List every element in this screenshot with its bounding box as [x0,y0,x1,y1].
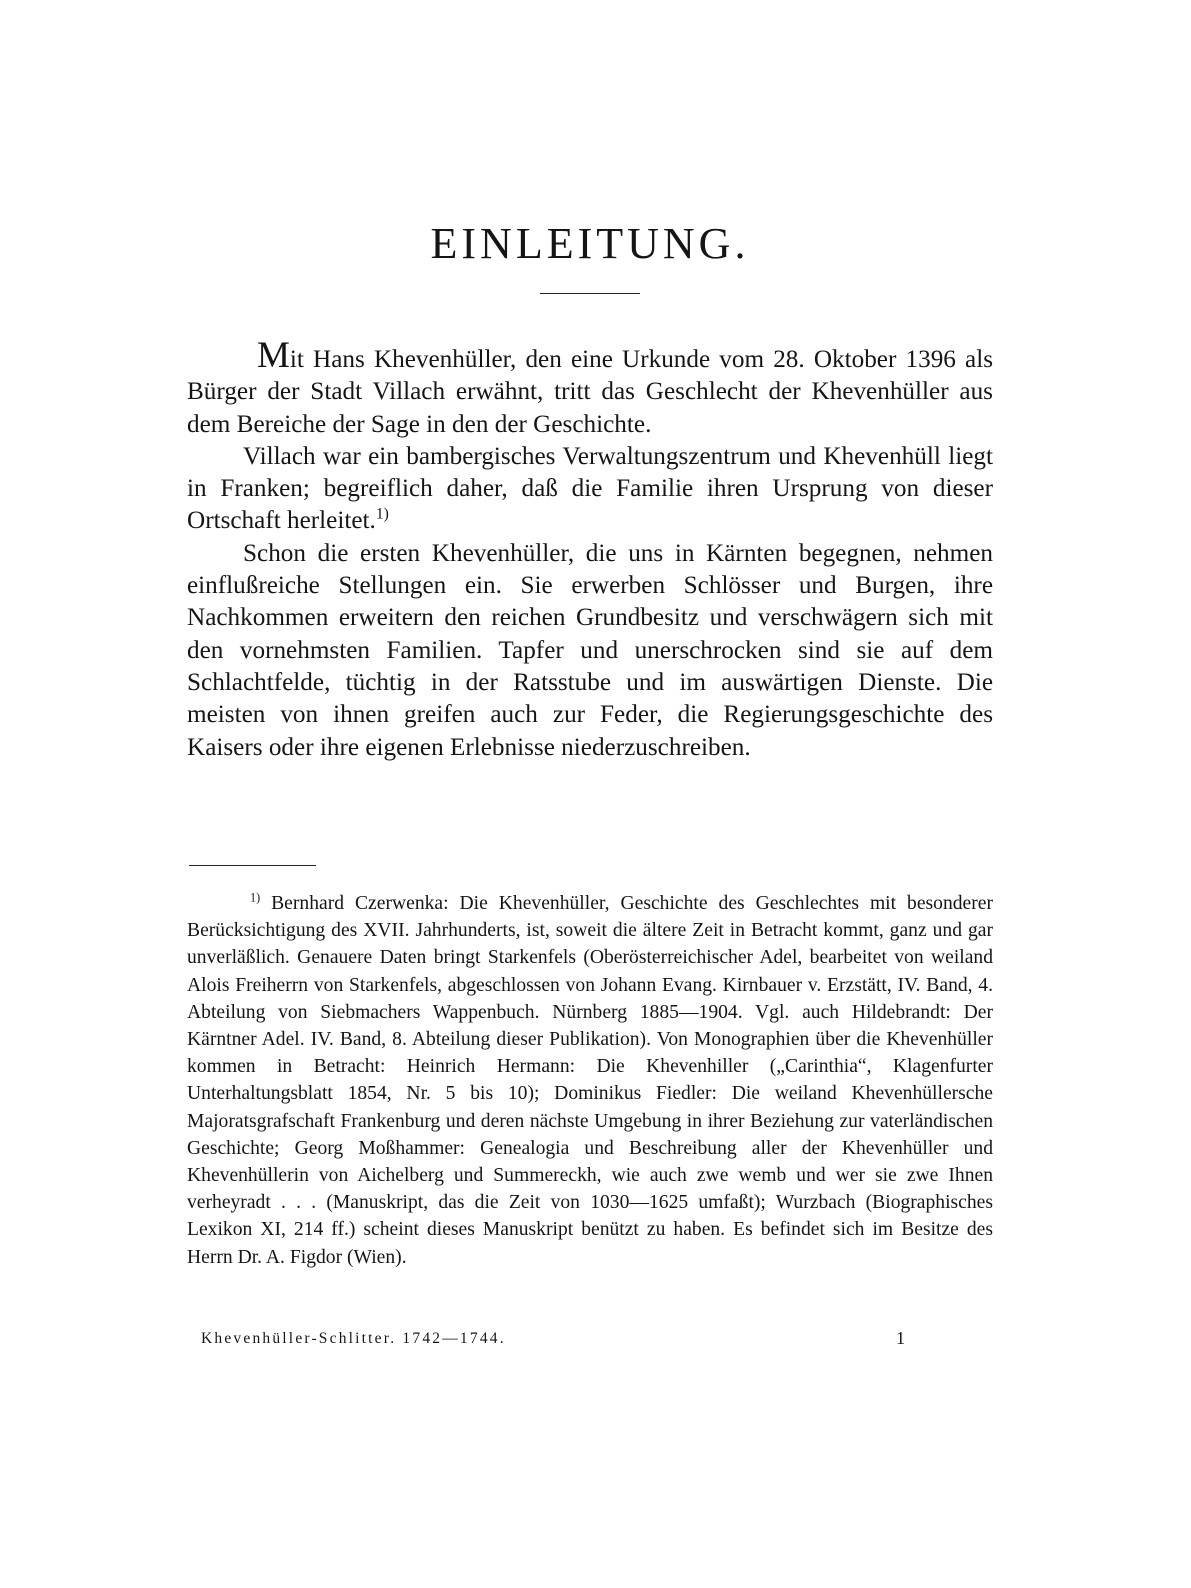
page-footer [201,1330,905,1348]
paragraph-1-text: it Hans Khevenhüller, den eine Urkunde vom 28. Oktober 1396 als Bürger der Stadt Villach erwähnt, tritt das Geschlecht der Khevenhüller aus dem Bereiche der Sage in den der Geschichte. [187,346,993,438]
footnote [187,890,993,1271]
footnote-text: Bernhard Czerwenka: Die Khevenhüller, Geschichte des Geschlechtes mit besonderer Berücksichtigung des XVII. Jahrhunderts, ist, soweit die ältere Zeit in Betracht kommt, ganz und gar unverläßlich. Genauere Daten bringt Starkenfels (Oberösterreichischer Adel, bearbeitet von weiland Alois Freiherrn von Starkenfels, abgeschlossen von Johann Evang. Kirnbauer v. Erzstätt, IV. Band, 4. Abteilung von Siebmachers Wappenbuch. Nürnberg 1885—1904. Vgl. auch Hildebrandt: Der Kärntner Adel. IV. Band, 8. Abteilung dieser Publikation). Von Monographien über die Khevenhüller kommen in Betracht: Heinrich Hermann: Die Khevenhiller („Carinthia“, Klagenfurter Unterhaltungsblatt 1854, Nr. 5 bis 10); Dominikus Fiedler: Die weiland Khevenhüllersche Majoratsgrafschaft Frankenburg und deren nächste Umgebung in ihrer Beziehung zur vaterländischen Geschichte; Georg Moßhammer: Genealogia und Beschreibung aller der Khevenhüller und Khevenhüllerin von Aichelberg und Summereckh, wie auch zwe wemb und wer sie zwe Ihnen verheyradt . . . (Manuskript, das die Zeit von 1030—1625 umfaßt); Wurzbach (Biographisches Lexikon XI, 214 ff.) scheint dieses Manuskript benützt zu haben. Es befindet sich im Besitze des Herrn Dr. A. Figdor (Wien). [187,893,993,1268]
paragraph-2-text: Villach war ein bambergisches Verwaltungszentrum und Khevenhüll liegt in Franken; begreiflich daher, daß die Familie ihren Ursprung von dieser Ortschaft herleitet. [187,442,993,535]
footnote-reference[interactable]: 1) [375,506,389,524]
main-text [187,335,993,764]
paragraph-2 [187,441,993,538]
initial-letter: M [257,335,290,376]
footnote-paragraph [187,890,993,1271]
footnote-mark: 1) [250,890,261,905]
paragraph-3: Schon die ersten Khevenhüller, die uns in Kärnten begegnen, nehmen einflußreiche Stellungen ein. Sie erwerben Schlösser und Burgen, ihre Nachkommen erweitern den reichen Grundbesitz und verschwägern sich mit den vornehmsten Familien. Tapfer und unerschrocken sind sie auf dem Schlachtfelde, tüchtig in der Ratsstube und im auswärtigen Dienste. Die meisten von ihnen greifen auch zur Feder, die Regierungsgeschichte des Kaisers oder ihre eigenen Erlebnisse niederzuschreiben. [187,539,993,761]
chapter-title: EINLEITUNG. [430,219,750,268]
title-divider [540,293,640,294]
paragraph-1 [187,335,993,441]
page-number: 1 [896,1328,905,1348]
document-page [187,0,993,1588]
printer-signature: Khevenhüller-Schlitter. 1742—1744. [201,1330,506,1347]
footnote-divider [189,865,316,866]
